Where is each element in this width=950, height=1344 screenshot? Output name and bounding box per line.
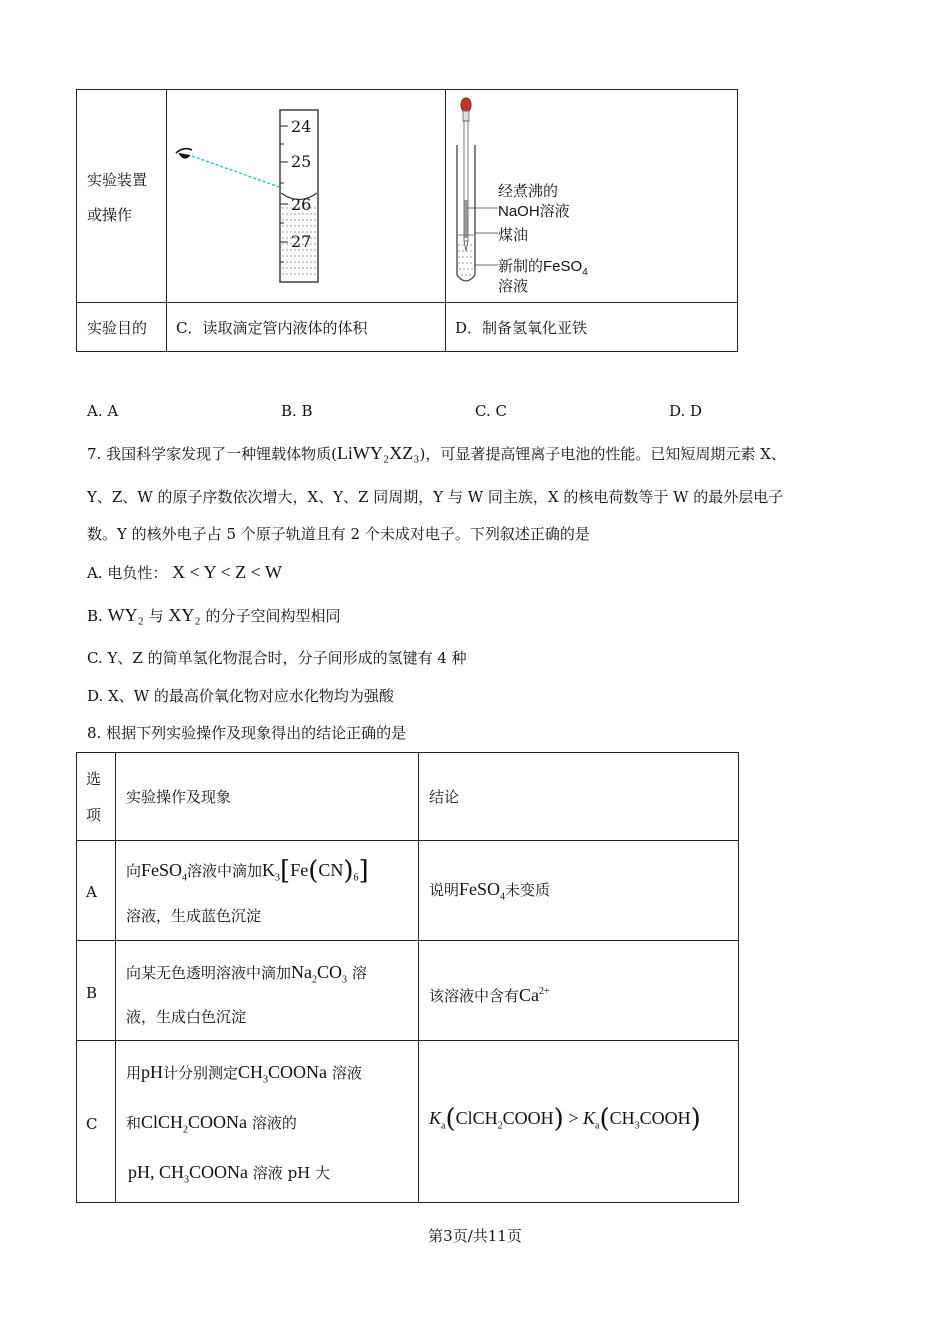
- q7-stem-line2: Y、Z、W 的原子序数依次增大，X、Y、Z 同周期，Y 与 W 同主族，X 的核电荷数等于 W 的最外层电子: [87, 488, 784, 506]
- label-boiled: 经煮沸的: [498, 183, 559, 200]
- label-kerosene: 煤油: [498, 227, 529, 244]
- row-a-operation-line1: 向FeSO$_4$溶液中滴加$K_3[Fe(CN)_6]$: [126, 856, 369, 886]
- burette-diagram: [170, 100, 340, 290]
- header-option-2: 项: [86, 806, 102, 824]
- q7-stem-line1: 7. 我国科学家发现了一种锂载体物质(LiWY₂XZ₃)，可显著提高锂离子电池的性能。已知短周期元素 X、: [87, 443, 786, 463]
- row-b-operation-line1: 向某无色透明溶液中滴加$Na_2CO_3$ 溶: [126, 962, 367, 986]
- q7-stem-line3: 数。Y 的核外电子占 5 个原子轨道且有 2 个未成对电子。下列叙述正确的是: [87, 525, 590, 543]
- label-naoh-solution: NaOH溶液: [498, 203, 570, 220]
- eye-icon: [176, 149, 192, 159]
- table-divider: [115, 753, 116, 1202]
- q6-option-d: D. D: [669, 402, 703, 420]
- row-a-option: A: [86, 883, 97, 901]
- q6-option-c: C. C: [475, 402, 507, 420]
- row-label-purpose: 实验目的: [87, 319, 148, 337]
- row-c-operation-line3: pH, $CH_3COONa$ 溶液 pH 大: [128, 1162, 331, 1186]
- q8-stem: 8. 根据下列实验操作及现象得出的结论正确的是: [87, 724, 407, 742]
- page-footer: 第3页/共11页: [428, 1227, 522, 1245]
- row-c-conclusion: $K_a(ClCH_2COOH)$ > $K_a(CH_3COOH)$: [429, 1104, 701, 1134]
- burette-tick-26: 26: [291, 195, 312, 214]
- burette-tick-25: 25: [291, 152, 312, 171]
- q7-option-c: C. Y、Z 的简单氢化物混合时，分子间形成的氢键有 4 种: [87, 649, 467, 667]
- row-label-apparatus-1: 实验装置: [87, 171, 148, 189]
- q7-option-a: A. 电负性： X < Y < Z < W: [87, 562, 282, 582]
- row-a-operation-line2: 溶液，生成蓝色沉淀: [126, 907, 262, 925]
- purpose-d: D．制备氢氧化亚铁: [455, 319, 588, 337]
- burette-tick-24: 24: [291, 117, 312, 136]
- row-b-operation-line2: 液，生成白色沉淀: [126, 1008, 247, 1026]
- q6-option-b: B. B: [281, 402, 313, 420]
- row-c-operation-line1: 用pH计分别测定$CH_3COONa$ 溶液: [126, 1062, 362, 1086]
- q7-option-d: D. X、W 的最高价氧化物对应水化物均为强酸: [87, 687, 394, 705]
- row-b-option: B: [86, 984, 98, 1002]
- table-divider: [418, 753, 419, 1202]
- table-divider: [445, 90, 446, 351]
- header-conclusion: 结论: [429, 788, 460, 806]
- table-divider: [77, 940, 738, 941]
- row-b-conclusion: 该溶液中含有$Ca^{2+}$: [429, 985, 550, 1005]
- header-operation: 实验操作及现象: [126, 788, 232, 806]
- table-divider: [77, 302, 737, 303]
- row-a-conclusion: 说明FeSO$_4$未变质: [429, 879, 551, 903]
- label-solution: 溶液: [498, 278, 529, 295]
- label-fresh-feso4: 新制的FeSO$_4$: [498, 258, 588, 278]
- table-divider: [166, 90, 167, 351]
- row-label-apparatus-2: 或操作: [87, 206, 133, 224]
- row-c-option: C: [86, 1115, 98, 1133]
- table-divider: [77, 840, 738, 841]
- q6-option-a: A. A: [87, 402, 119, 420]
- burette-tick-27: 27: [291, 232, 312, 251]
- q7-option-b: B. WY₂ 与 XY₂ 的分子空间构型相同: [87, 605, 341, 625]
- row-c-operation-line2: 和ClCH$_2$COONa 溶液的: [126, 1112, 297, 1136]
- table-divider: [77, 1040, 738, 1041]
- header-option-1: 选: [86, 770, 102, 788]
- purpose-c: C．读取滴定管内液体的体积: [176, 319, 368, 337]
